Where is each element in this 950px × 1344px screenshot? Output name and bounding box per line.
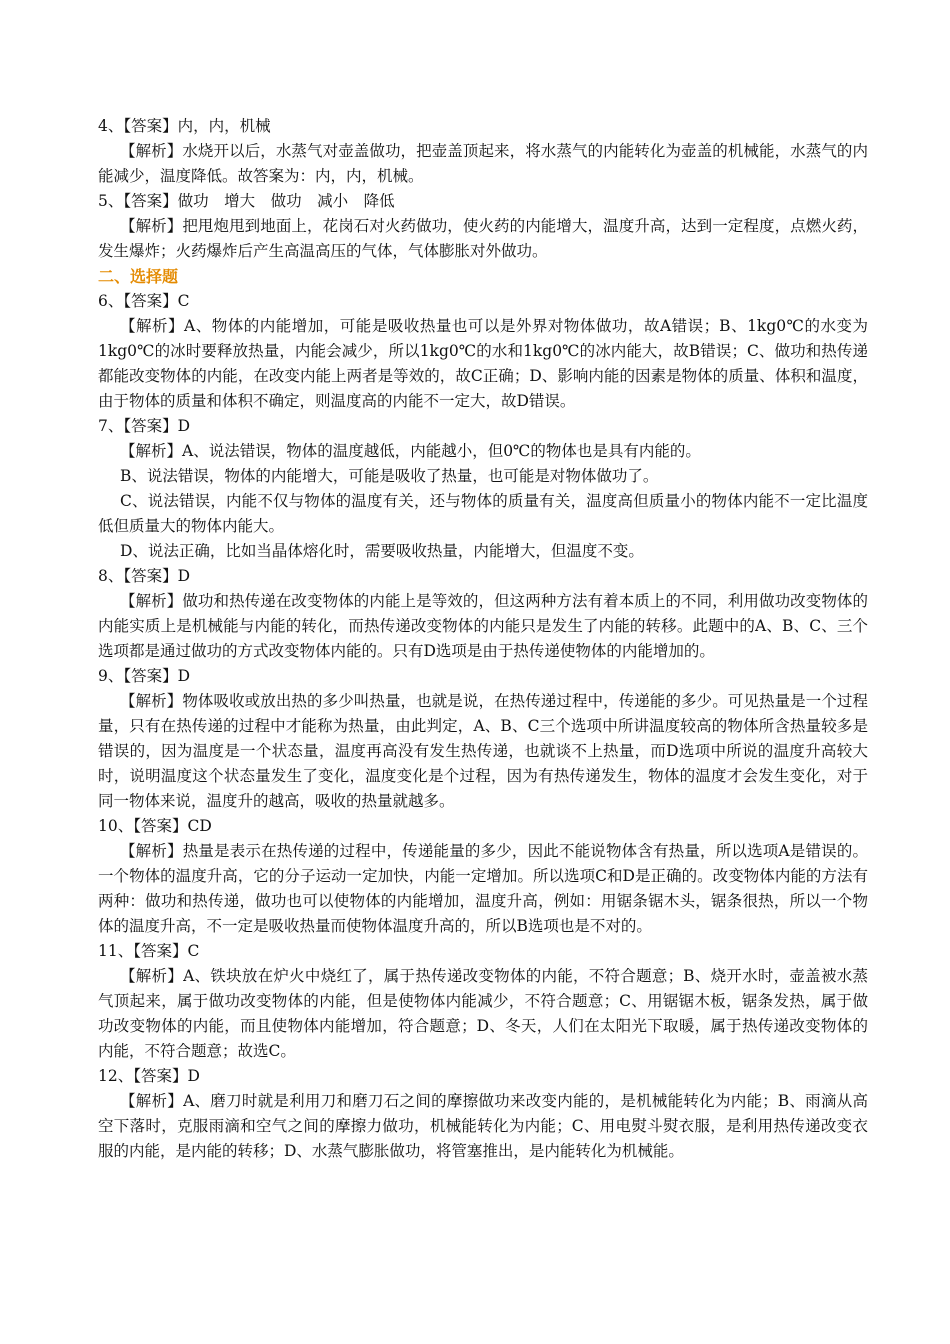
- answer-10: 10、【答案】CD: [98, 817, 212, 835]
- explanation-8: 【解析】做功和热传递在改变物体的内能上是等效的，但这两种方法有着本质上的不同，利用做功改变物体的内能实质上是机械能与内能的转化，而热传递改变物体的内能只是发生了内能的转移。此题中的A、B、C、三个选项都是通过做功的方式改变物体内能的。只有D选项是由于热传递使物体的内能增加的。: [98, 592, 868, 660]
- answer-5: 5、【答案】做功 增大 做功 减小 降低: [98, 192, 395, 210]
- explanation-7c: C、说法错误，内能不仅与物体的温度有关，还与物体的质量有关，温度高但质量小的物体内能不一定比温度低但质量大的物体内能大。: [98, 492, 868, 535]
- explanation-12: 【解析】A、磨刀时就是利用刀和磨刀石之间的摩擦做功来改变内能的，是机械能转化为内能；B、雨滴从高空下落时，克服雨滴和空气之间的摩擦力做功，机械能转化为内能；C、用电熨斗熨衣服，是利用热传递改变衣服的内能，是内能的转移；D、水蒸气膨胀做功，将管塞推出，是内能转化为机械能。: [98, 1092, 868, 1160]
- section-heading: 二、选择题: [98, 267, 179, 286]
- explanation-11: 【解析】A、铁块放在炉火中烧红了，属于热传递改变物体的内能，不符合题意；B、烧开水时，壶盖被水蒸气顶起来，属于做功改变物体的内能，但是使物体内能减少，不符合题意；C、用锯锯木板，锯条发热，属于做功改变物体的内能，而且使物体内能增加，符合题意；D、冬天，人们在太阳光下取暖，属于热传递改变物体的内能，不符合题意；故选C。: [98, 967, 868, 1060]
- answer-9: 9、【答案】D: [98, 667, 191, 685]
- explanation-4: 【解析】水烧开以后，水蒸气对壶盖做功，把壶盖顶起来，将水蒸气的内能转化为壶盖的机械能，水蒸气的内能减少，温度降低。故答案为：内，内，机械。: [98, 142, 868, 185]
- explanation-7a: 【解析】A、说法错误，物体的温度越低，内能越小，但0℃的物体也是具有内能的。: [120, 442, 701, 460]
- explanation-7d: D、说法正确，比如当晶体熔化时，需要吸收热量，内能增大，但温度不变。: [120, 542, 644, 560]
- answer-11: 11、【答案】C: [98, 942, 200, 960]
- answer-6: 6、【答案】C: [98, 292, 190, 310]
- answer-12: 12、【答案】D: [98, 1067, 200, 1085]
- explanation-6: 【解析】A、物体的内能增加，可能是吸收热量也可以是外界对物体做功，故A错误；B、1kg0℃的水变为1kg0℃的冰时要释放热量，内能会减少，所以1kg0℃的水和1kg0℃的冰内能大，故B错误；C、做功和热传递都能改变物体的内能，在改变内能上两者是等效的，故C正确；D、影响内能的因素是物体的质量、体积和温度，由于物体的质量和体积不确定，则温度高的内能不一定大，故D错误。: [98, 317, 868, 410]
- explanation-10: 【解析】热量是表示在热传递的过程中，传递能量的多少，因此不能说物体含有热量，所以选项A是错误的。一个物体的温度升高，它的分子运动一定加快，内能一定增加。所以选项C和D是正确的。改变物体内能的方法有两种：做功和热传递，做功也可以使物体的内能增加，温度升高，例如：用锯条锯木头，锯条很热，所以一个物体的温度升高，不一定是吸收热量而使物体温度升高的，所以B选项也是不对的。: [98, 842, 868, 935]
- answer-8: 8、【答案】D: [98, 567, 191, 585]
- explanation-7b: B、说法错误，物体的内能增大，可能是吸收了热量，也可能是对物体做功了。: [120, 467, 659, 485]
- explanation-5: 【解析】把甩炮甩到地面上，花岗石对火药做功，使火药的内能增大，温度升高，达到一定程度，点燃火药，发生爆炸；火药爆炸后产生高温高压的气体，气体膨胀对外做功。: [98, 217, 868, 260]
- answer-4: 4、【答案】内，内，机械: [98, 117, 271, 135]
- explanation-9: 【解析】物体吸收或放出热的多少叫热量，也就是说，在热传递过程中，传递能的多少。可见热量是一个过程量，只有在热传递的过程中才能称为热量，由此判定，A、B、C三个选项中所讲温度较高的物体所含热量较多是错误的，因为温度是一个状态量，温度再高没有发生热传递，也就谈不上热量，而D选项中所说的温度升高较大时，说明温度这个状态量发生了变化，温度变化是个过程，因为有热传递发生，物体的温度才会发生变化，对于同一物体来说，温度升的越高，吸收的热量就越多。: [98, 692, 868, 810]
- answer-list: [98, 114, 868, 1164]
- answer-7: 7、【答案】D: [98, 417, 191, 435]
